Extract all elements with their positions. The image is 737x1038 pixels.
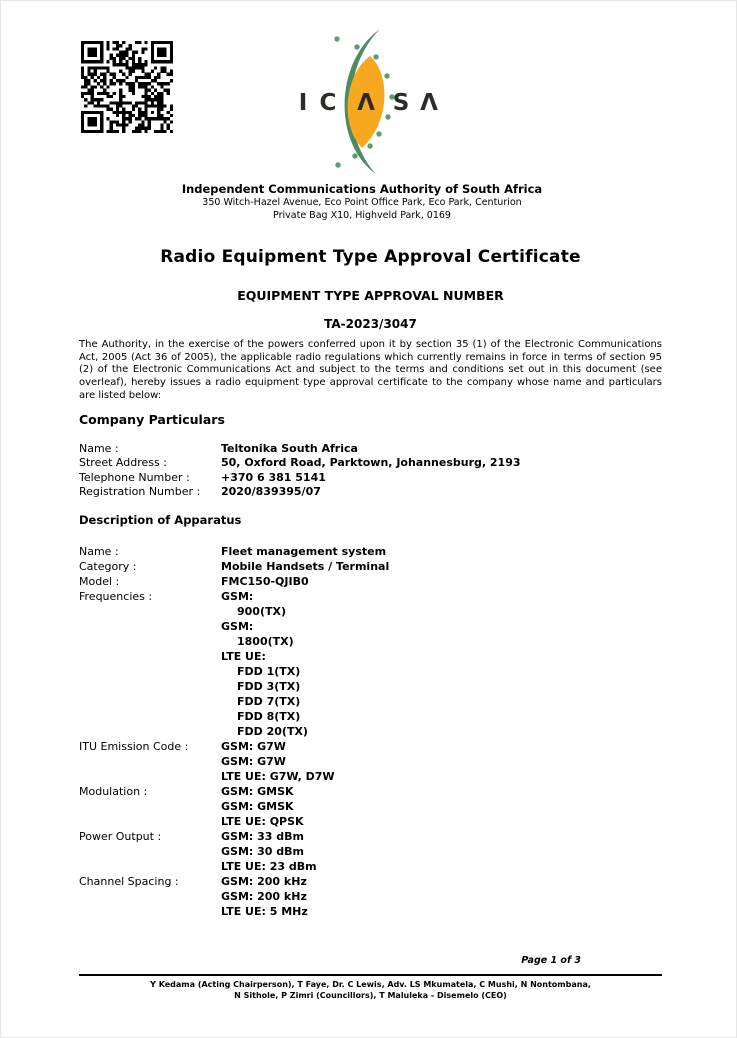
value-line: LTE UE: 5 MHz	[221, 905, 308, 918]
field-label: Name :	[79, 545, 119, 558]
logo-letter: S	[392, 90, 410, 116]
field-label: Model :	[79, 575, 120, 588]
value-line: FMC150-QJIB0	[221, 575, 309, 588]
value-line: GSM: G7W	[221, 740, 286, 753]
value-line: FDD 7(TX)	[237, 695, 301, 708]
field-value-lines	[221, 574, 309, 589]
apparatus-row	[79, 589, 662, 739]
field-value-lines	[221, 589, 308, 739]
approval-number: TA-2023/3047	[324, 317, 417, 331]
value-line: GSM: G7W	[221, 755, 286, 768]
authority-header	[79, 182, 645, 222]
field-value: Teltonika South Africa	[221, 442, 358, 455]
company-particulars-table	[79, 442, 662, 499]
apparatus-row	[79, 739, 662, 784]
field-value-lines	[221, 874, 308, 919]
field-label: Category :	[79, 560, 137, 573]
authority-address-line2: Private Bag X10, Highveld Park, 0169	[273, 209, 451, 221]
logo-letter: I	[298, 90, 308, 116]
council-members	[79, 979, 662, 1001]
field-value: 2020/839395/07	[221, 484, 321, 498]
field-label: Street Address :	[79, 456, 167, 470]
logo-letters	[299, 90, 438, 116]
field-value-lines	[221, 544, 386, 559]
apparatus-row	[79, 574, 662, 589]
field-value-lines	[221, 739, 335, 784]
approval-number-heading: EQUIPMENT TYPE APPROVAL NUMBER	[237, 288, 504, 303]
field-label: Channel Spacing :	[79, 875, 179, 888]
value-line: LTE UE: QPSK	[221, 815, 304, 828]
value-line: 900(TX)	[237, 605, 287, 618]
apparatus-row	[79, 874, 662, 919]
value-line: GSM: 200 kHz	[221, 875, 307, 888]
field-value: +370 6 381 5141	[221, 470, 326, 484]
council-line-1: Y Kedama (Acting Chairperson), T Faye, Dr. C Lewis, Adv. LS Mkumatela, C Mushi, N Nontombana,	[150, 980, 591, 989]
apparatus-row	[79, 559, 662, 574]
value-line: 1800(TX)	[237, 635, 294, 648]
value-line: GSM: 30 dBm	[221, 845, 304, 858]
company-particulars-heading: Company Particulars	[79, 412, 225, 427]
field-label: Name :	[79, 442, 119, 455]
value-line: GSM:	[221, 590, 254, 603]
value-line: LTE UE:	[221, 650, 266, 663]
field-value-lines	[221, 559, 389, 574]
field-value-lines	[221, 829, 317, 874]
apparatus-row	[79, 829, 662, 874]
company-row	[79, 456, 662, 470]
apparatus-row	[79, 784, 662, 829]
icasa-logo	[279, 26, 459, 181]
logo-letter: Λ	[420, 90, 438, 116]
value-line: GSM: 200 kHz	[221, 890, 307, 903]
qr-code-image	[81, 41, 173, 133]
field-label: Modulation :	[79, 785, 148, 798]
authority-address-line1: 350 Witch-Hazel Avenue, Eco Point Office Park, Eco Park, Centurion	[202, 197, 522, 208]
footer-divider	[79, 974, 662, 976]
intro-paragraph: The Authority, in the exercise of the powers conferred upon it by section 35 (1) of the Electronic Communications Act, 2005 (Act 36 of 2005), the applicable radio regulations which currently remains in force in terms of section 95 (2) of the Electronic Communications Act and subject to the terms and conditions set out in this document (see overleaf), hereby issues a radio equipment type approval certificate to the company whose name and particulars are listed below:	[79, 339, 662, 401]
value-line: LTE UE: 23 dBm	[221, 860, 317, 873]
field-label: Power Output :	[79, 830, 162, 843]
value-line: FDD 20(TX)	[237, 725, 308, 738]
company-row	[79, 471, 662, 485]
qr-code	[81, 41, 173, 133]
company-row	[79, 485, 662, 499]
value-line: GSM:	[221, 620, 254, 633]
company-row	[79, 442, 662, 456]
value-line: GSM: 33 dBm	[221, 830, 304, 843]
value-line: GSM: GMSK	[221, 800, 294, 813]
value-line: GSM: GMSK	[221, 785, 294, 798]
authority-name: Independent Communications Authority of South Africa	[181, 182, 543, 196]
field-value: 50, Oxford Road, Parktown, Johannesburg, 2193	[221, 456, 521, 470]
field-label: Telephone Number :	[79, 470, 190, 484]
field-label: ITU Emission Code :	[79, 740, 189, 753]
field-label: Frequencies :	[79, 590, 153, 603]
field-label: Registration Number :	[79, 484, 201, 498]
field-value-lines	[221, 784, 304, 829]
page-indicator: Page 1 of 3	[521, 955, 581, 966]
logo-letter: C	[319, 90, 337, 116]
value-line: LTE UE: G7W, D7W	[221, 770, 335, 783]
value-line: Fleet management system	[221, 545, 387, 558]
value-line: FDD 3(TX)	[237, 680, 301, 693]
apparatus-row	[79, 544, 662, 559]
document-title: Radio Equipment Type Approval Certificate	[160, 247, 581, 267]
value-line: FDD 1(TX)	[237, 665, 301, 678]
apparatus-heading: Description of Apparatus	[79, 513, 242, 527]
council-line-2: N Sithole, P Zimri (Councillors), T Maluleka - Disemelo (CEO)	[234, 991, 507, 1000]
logo-letter: Λ	[357, 90, 375, 116]
value-line: FDD 8(TX)	[237, 710, 301, 723]
apparatus-table	[79, 544, 662, 919]
value-line: Mobile Handsets / Terminal	[221, 560, 390, 573]
